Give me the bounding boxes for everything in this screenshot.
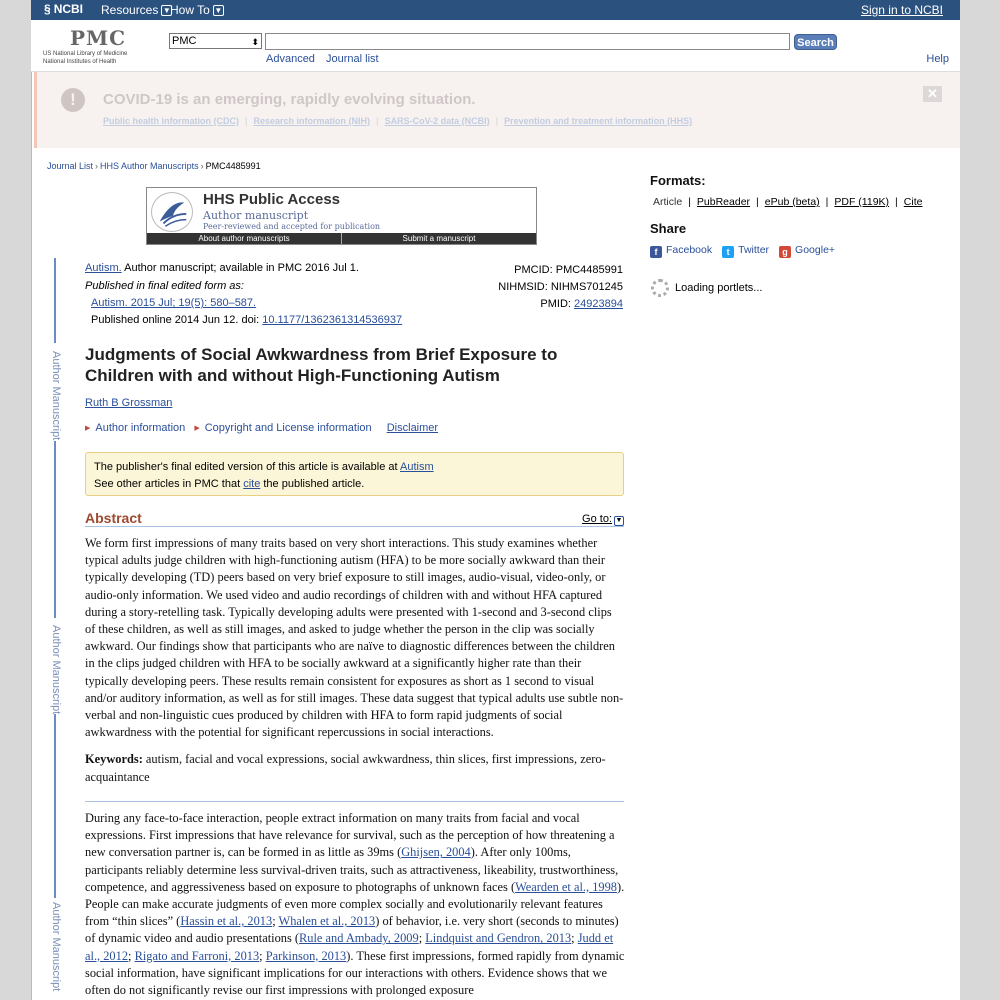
advanced-search-link[interactable]: Advanced (266, 53, 315, 65)
loading-portlets: Loading portlets... (651, 279, 762, 297)
citation-link[interactable]: Rigato and Farroni, 2013 (134, 948, 260, 963)
chevron-down-icon: ⬍ (251, 37, 259, 47)
covid-link-cdc[interactable]: Public health information (CDC) (103, 116, 239, 126)
spinner-icon (651, 279, 669, 297)
breadcrumb-current: PMC4485991 (205, 161, 261, 171)
ncbi-helix-icon: § (44, 2, 51, 16)
pmcid: PMCID: PMC4485991 (514, 264, 623, 276)
pmc-logo[interactable]: PMC US National Library of Medicine National Institutes of Health (43, 26, 128, 65)
formats-heading: Formats: (650, 173, 706, 188)
share-heading: Share (650, 221, 687, 236)
chevron-right-icon: › (95, 161, 99, 171)
journal-list-link[interactable]: Journal list (326, 53, 379, 65)
triangle-right-icon: ▶ (85, 425, 91, 432)
page (31, 0, 960, 1000)
share-list (650, 244, 835, 258)
exclamation-icon: ! (61, 88, 85, 112)
publication-reference-link[interactable]: Autism. 2015 Jul; 19(5): 580–587. (91, 297, 257, 309)
cite-link[interactable]: cite (243, 478, 261, 490)
body-paragraph: During any face-to-face interaction, people extract information on many traits from facial and vocal expressions. First impressions that have relevance for survival, such as the perception of how threatening a new conversation partner is, can be formed in as little as 39ms (Ghijsen, 2004). After only 100ms, participants reliably determine less survival-driven traits, such as attractiveness, likeability, trustworthiness, competence, and aggressiveness based on exposure to photographs of unknown faces (Wearden et al., 1998). People can make accurate judgments of even more complex socially and evolutionarily relevant features from “thin slices” (Hassin et al., 2013; Whalen et al., 2013) of behavior, i.e. very short (seconds to minutes) of dynamic video and audio presentations (Rule and Ambady, 2009; Lindquist and Gendron, 2013; Judd et al., 2012; Rigato and Farroni, 2013; Parkinson, 2013). These first impressions, formed rapidly from dynamic social information, have significant implications for our interactions with others. Evidence shows that we often do not significantly revise our first impressions with prolonged exposure (85, 811, 625, 998)
sign-in-link[interactable]: Sign in to NCBI (860, 3, 943, 17)
breadcrumb-hhs-manuscripts[interactable]: HHS Author Manuscripts (100, 161, 199, 171)
citation-link[interactable]: Judd et al., 2012 (85, 931, 614, 963)
covid-title: COVID-19 is an emerging, rapidly evolving situation. (103, 91, 476, 108)
abstract-heading: Abstract (85, 510, 142, 526)
keywords: Keywords: autism, facial and vocal expressions, social awkwardness, thin slices, first impressions, zero-acquaintance (85, 752, 606, 784)
author-manuscript-watermark: Author Manuscript (47, 258, 63, 598)
pmc-header (31, 20, 960, 72)
article-title: Judgments of Social Awkwardness from Brief Exposure to Children with and without High-Functioning Autism (85, 345, 558, 385)
citation-link[interactable]: Hassin et al., 2013 (180, 914, 273, 929)
search-input[interactable] (265, 33, 790, 50)
format-epub[interactable]: ePub (beta) (764, 196, 820, 208)
citation-link[interactable]: Rule and Ambady, 2009 (299, 931, 419, 946)
share-twitter[interactable]: t Twitter (722, 244, 769, 258)
section-divider (85, 801, 624, 802)
doi-link[interactable]: 10.1177/1362361314536937 (262, 313, 403, 326)
author-manuscript-watermark: Author Manuscript (50, 902, 62, 992)
format-cite[interactable]: Cite (903, 196, 923, 208)
covid-link-hhs[interactable]: Prevention and treatment information (HHS) (504, 116, 693, 126)
formats-list: Article | PubReader | ePub (beta) | PDF (119K) | Cite (653, 196, 923, 208)
disclaimer-link[interactable]: Disclaimer (386, 422, 439, 434)
format-article: Article (653, 196, 683, 208)
publisher-version-notice: The publisher's final edited version of this article is available at Autism See other articles in PMC that cite the published article. (85, 452, 624, 496)
chevron-down-icon: ▼ (214, 5, 223, 15)
format-pdf[interactable]: PDF (119K) (834, 196, 890, 208)
author-information-toggle[interactable]: Author information (95, 422, 186, 434)
pmid-link[interactable]: 24923894 (574, 298, 623, 310)
goto-menu[interactable]: Go to: ▼ (582, 513, 623, 525)
copyright-toggle[interactable]: Copyright and License information (204, 422, 372, 434)
about-author-manuscripts-link[interactable]: About author manuscripts (147, 233, 342, 244)
chevron-right-icon: › (200, 161, 204, 171)
citation-link[interactable]: Parkinson, 2013 (265, 948, 347, 963)
publisher-version-link[interactable]: Autism (400, 461, 434, 473)
hhs-public-access-banner: HHS Public Access Author manuscript Peer-reviewed and accepted for publication About author manuscripts Submit a manuscript (146, 187, 537, 245)
abstract-heading-row (85, 510, 624, 527)
share-googleplus[interactable]: g Google+ (779, 244, 835, 258)
google-plus-icon: g (779, 246, 791, 258)
database-select[interactable]: PMC ⬍ (169, 33, 262, 49)
submit-manuscript-link[interactable]: Submit a manuscript (402, 234, 476, 243)
chevron-down-icon: ▼ (162, 5, 171, 15)
close-icon[interactable]: ✕ (923, 86, 942, 102)
citation-link[interactable]: Wearden et al., 1998 (515, 879, 617, 894)
nihmsid: NIHMSID: NIHMS701245 (498, 281, 623, 293)
citation-block: Autism. Author manuscript; available in PMC 2016 Jul 1. Published in final edited form as: Autism. 2015 Jul; 19(5): 580–587. Published online 2014 Jun 12. doi: 10.1177/1362361314536937 PMCID: PMC4485991 NIHMSID: NIHMS701245 PMID: 24923894 (85, 262, 623, 326)
facebook-icon: f (650, 246, 662, 258)
chevron-down-icon: ▼ (615, 517, 623, 524)
journal-link[interactable]: Autism. (85, 262, 122, 274)
author-link[interactable]: Ruth B Grossman (85, 397, 173, 409)
twitter-icon: t (722, 246, 734, 258)
article-ids: PMCID: PMC4485991 NIHMSID: NIHMS701245 PMID: 24923894 (498, 264, 623, 310)
ncbi-top-bar (31, 0, 960, 20)
covid-link-ncbi[interactable]: SARS-CoV-2 data (NCBI) (384, 116, 490, 126)
triangle-right-icon: ▶ (194, 425, 200, 432)
citation-link[interactable]: Ghijsen, 2004 (401, 845, 471, 860)
search-button[interactable]: Search (794, 34, 837, 50)
author-manuscript-watermark: Author Manuscript (47, 598, 63, 898)
share-facebook[interactable]: f Facebook (650, 244, 712, 258)
covid-link-nih[interactable]: Research information (NIH) (253, 116, 371, 126)
breadcrumb (47, 161, 261, 171)
covid-banner (34, 72, 960, 148)
citation-link[interactable]: Lindquist and Gendron, 2013 (425, 931, 572, 946)
format-pubreader[interactable]: PubReader (696, 196, 751, 208)
howto-menu[interactable]: How To ▼ (170, 3, 223, 17)
abstract-text: We form first impressions of many traits based on very short interactions. This study examines whether typical adults judge children with high-functioning autism (HFA) to be more socially awkward than their typically developing (TD) peers based on very brief exposure to still images, audio-visual, video-only, or audio-only information. We used video and audio recordings of children with and without HFA captured during a story-retelling task. Typically developing adults were presented with 1-second and 3-second clips of these children, as well as still images, and asked to judge whether the person in the clip was socially awkward. Our findings show that participants who are naïve to diagnostic differences between the children in the clips judged children with HFA to be socially awkward at a significantly higher rate than their typically developing peers. These results remain consistent for exposures as short as 1 second to visual and/or auditory information, as well as for still images. These data suggest that typical adults use subtle non-verbal and non-linguistic cues produced by children with HFA to form rapid judgments of social awkwardness with the potential for significant repercussions in social interactions. (85, 536, 624, 740)
breadcrumb-journal-list[interactable]: Journal List (47, 161, 94, 171)
published-label: Published in final edited form as: (85, 279, 244, 292)
article-meta-links (85, 422, 438, 434)
ncbi-logo[interactable]: § NCBI (44, 2, 84, 16)
resources-menu[interactable]: Resources ▼ (101, 3, 171, 17)
covid-links: Public health information (CDC) | Research information (NIH) | SARS-CoV-2 data (NCBI) | Prevention and treatment information (HHS) (103, 116, 693, 126)
hhs-eagle-icon (151, 192, 193, 232)
help-link[interactable]: Help (926, 53, 949, 65)
citation-link[interactable]: Whalen et al., 2013 (278, 914, 376, 929)
